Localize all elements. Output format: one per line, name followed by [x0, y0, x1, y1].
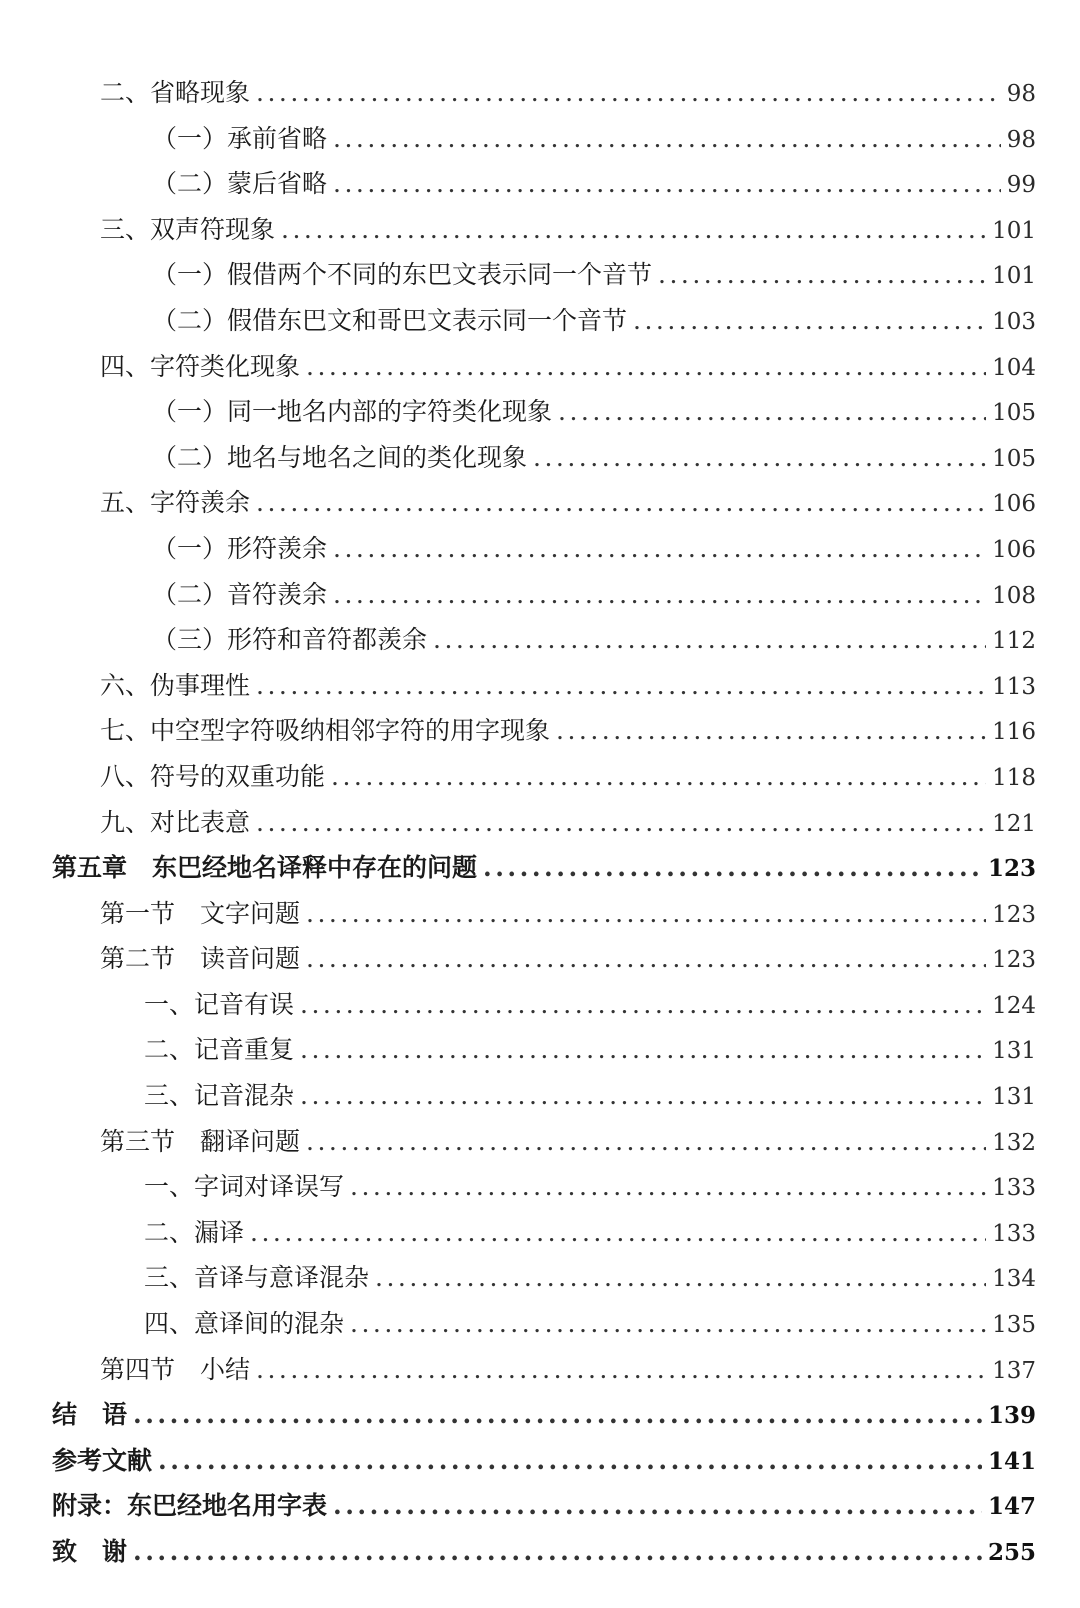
toc-entry — [52, 116, 1036, 162]
dot-leader — [375, 1255, 986, 1301]
toc-entry-title: （一）假借两个不同的东巴文表示同一个音节 — [152, 260, 653, 290]
toc-entry-page: 105 — [992, 445, 1036, 472]
dot-leader — [333, 161, 1001, 207]
toc-entry-page: 135 — [992, 1312, 1036, 1339]
toc-entry-title: （三）形符和音符都羡余 — [152, 625, 428, 655]
toc-entry-title: 二、省略现象 — [100, 78, 251, 107]
toc-chapter-entry — [52, 1392, 1036, 1438]
dot-leader — [306, 1119, 986, 1165]
toc-entry-page: 121 — [992, 810, 1036, 837]
toc-entry-page: 98 — [1006, 81, 1036, 107]
toc-entry — [52, 252, 1036, 298]
toc-entry — [52, 1119, 1036, 1165]
toc-entry-page: 124 — [992, 992, 1036, 1019]
toc-entry — [52, 982, 1036, 1028]
toc-entry — [52, 936, 1036, 982]
dot-leader — [333, 1483, 982, 1529]
dot-leader — [333, 526, 986, 572]
toc-entry-page: 141 — [987, 1447, 1036, 1475]
dot-leader — [333, 572, 986, 618]
toc-entry-title: （二）蒙后省略 — [152, 169, 328, 199]
dot-leader — [256, 800, 986, 846]
dot-leader — [331, 754, 986, 800]
toc-entry-page: 132 — [992, 1129, 1036, 1156]
toc-entry — [52, 663, 1036, 709]
toc-entry-title: （二）地名与地名之间的类化现象 — [152, 442, 528, 472]
toc-entry-title: 二、记音重复 — [144, 1035, 295, 1065]
toc-entry-title: 结 语 — [52, 1400, 128, 1430]
dot-leader — [306, 891, 986, 937]
toc-entry-title: 六、伪事理性 — [100, 670, 251, 700]
toc-entry-title: （二）假借东巴文和哥巴文表示同一个音节 — [152, 305, 628, 335]
toc-entry-title: 四、字符类化现象 — [100, 351, 301, 381]
toc-entry-title: 第三节 翻译问题 — [100, 1126, 301, 1156]
toc-entry — [52, 1027, 1036, 1073]
toc-entry-title: 七、中空型字符吸纳相邻字符的用字现象 — [100, 716, 551, 746]
toc-entry-title: 九、对比表意 — [100, 807, 251, 837]
toc-entry-page: 133 — [992, 1175, 1036, 1202]
toc-entry — [52, 1347, 1036, 1393]
dot-leader — [333, 116, 1001, 162]
toc-entry-page: 131 — [992, 1084, 1036, 1111]
toc-entry-title: 附录：东巴经地名用字表 — [52, 1491, 328, 1521]
toc-entry-title: 二、漏译 — [144, 1217, 245, 1247]
toc-entry — [52, 207, 1036, 253]
toc-entry — [52, 389, 1036, 435]
toc-entry — [52, 1255, 1036, 1301]
toc-entry-title: （一）形符羡余 — [152, 533, 328, 563]
toc-entry — [52, 480, 1036, 526]
toc-chapter-entry — [52, 845, 1036, 891]
toc-entry-title: 第一节 文字问题 — [100, 898, 301, 928]
toc-entry-page: 113 — [992, 673, 1036, 700]
toc-entry-page: 255 — [987, 1539, 1036, 1566]
dot-leader — [533, 435, 986, 481]
toc-entry — [52, 708, 1036, 754]
toc-entry-title: （一）同一地名内部的字符类化现象 — [152, 397, 553, 427]
toc-entry-title: 三、记音混杂 — [144, 1081, 295, 1111]
toc-chapter-entry — [52, 1483, 1036, 1529]
dot-leader — [300, 1027, 986, 1073]
toc-entry-page: 116 — [992, 719, 1036, 746]
dot-leader — [256, 663, 986, 709]
toc-entry-page: 133 — [992, 1220, 1036, 1247]
toc-entry-page: 101 — [992, 263, 1036, 290]
toc-entry-title: （二）音符羡余 — [152, 579, 328, 609]
dot-leader — [483, 845, 982, 891]
toc-entry-title: 八、符号的双重功能 — [100, 761, 326, 791]
toc-entry-title: 致 谢 — [52, 1537, 128, 1566]
toc-entry — [52, 526, 1036, 572]
dot-leader — [281, 207, 986, 253]
dot-leader — [256, 480, 986, 526]
toc-entry-page: 108 — [992, 582, 1036, 609]
toc-entry-title: 四、意译间的混杂 — [144, 1309, 345, 1339]
toc-entry-title: 第五章 东巴经地名译释中存在的问题 — [52, 853, 478, 883]
toc-entry-page: 103 — [992, 308, 1036, 335]
dot-leader — [256, 70, 1001, 116]
toc-chapter-entry — [52, 1529, 1036, 1575]
dot-leader — [133, 1392, 982, 1438]
dot-leader — [433, 617, 986, 663]
toc-entry — [52, 1301, 1036, 1347]
toc-entry-page: 112 — [992, 628, 1036, 655]
dot-leader — [306, 936, 986, 982]
toc-entry-page: 106 — [992, 536, 1036, 563]
toc-entry — [52, 891, 1036, 937]
dot-leader — [350, 1164, 986, 1210]
dot-leader — [633, 298, 986, 344]
toc-entry-title: 参考文献 — [52, 1445, 153, 1475]
toc-entry-title: 三、音译与意译混杂 — [144, 1263, 370, 1293]
toc-entry-page: 104 — [992, 354, 1036, 381]
toc-entry-page: 147 — [987, 1493, 1036, 1521]
toc-entry-page: 123 — [992, 947, 1036, 974]
toc-entry-page: 139 — [987, 1402, 1036, 1430]
toc-entry-page: 123 — [987, 855, 1036, 883]
dot-leader — [250, 1210, 986, 1256]
dot-leader — [658, 252, 986, 298]
toc-entry-page: 101 — [992, 217, 1036, 244]
toc-entry-page: 137 — [992, 1357, 1036, 1384]
toc-entry — [52, 754, 1036, 800]
toc-entry-page: 118 — [992, 764, 1036, 791]
toc-entry — [52, 298, 1036, 344]
table-of-contents — [52, 70, 1036, 1575]
dot-leader — [300, 1073, 986, 1119]
toc-entry-title: 第二节 读音问题 — [100, 944, 301, 974]
toc-chapter-entry — [52, 1438, 1036, 1484]
dot-leader — [558, 389, 986, 435]
toc-entry-title: 三、双声符现象 — [100, 214, 276, 244]
toc-entry — [52, 70, 1036, 116]
toc-entry — [52, 617, 1036, 663]
toc-entry-title: 第四节 小结 — [100, 1354, 251, 1384]
toc-entry-title: 五、字符羡余 — [100, 488, 251, 518]
dot-leader — [300, 982, 986, 1028]
toc-entry-title: 一、字词对译误写 — [144, 1172, 345, 1202]
toc-entry-page: 105 — [992, 400, 1036, 427]
toc-entry — [52, 1164, 1036, 1210]
dot-leader — [133, 1529, 982, 1575]
toc-entry — [52, 435, 1036, 481]
toc-entry — [52, 161, 1036, 207]
toc-entry — [52, 572, 1036, 618]
dot-leader — [350, 1301, 986, 1347]
dot-leader — [306, 344, 986, 390]
toc-entry-page: 131 — [992, 1038, 1036, 1065]
toc-entry-page: 99 — [1006, 172, 1036, 199]
dot-leader — [158, 1438, 982, 1484]
toc-entry-page: 106 — [992, 491, 1036, 518]
toc-entry-page: 123 — [992, 901, 1036, 928]
toc-entry — [52, 800, 1036, 846]
toc-entry-title: （一）承前省略 — [152, 123, 328, 153]
toc-entry-page: 98 — [1006, 126, 1036, 153]
toc-entry — [52, 344, 1036, 390]
dot-leader — [556, 708, 986, 754]
toc-entry-page: 134 — [992, 1266, 1036, 1293]
toc-entry — [52, 1073, 1036, 1119]
toc-entry — [52, 1210, 1036, 1256]
toc-entry-title: 一、记音有误 — [144, 989, 295, 1019]
dot-leader — [256, 1347, 986, 1393]
